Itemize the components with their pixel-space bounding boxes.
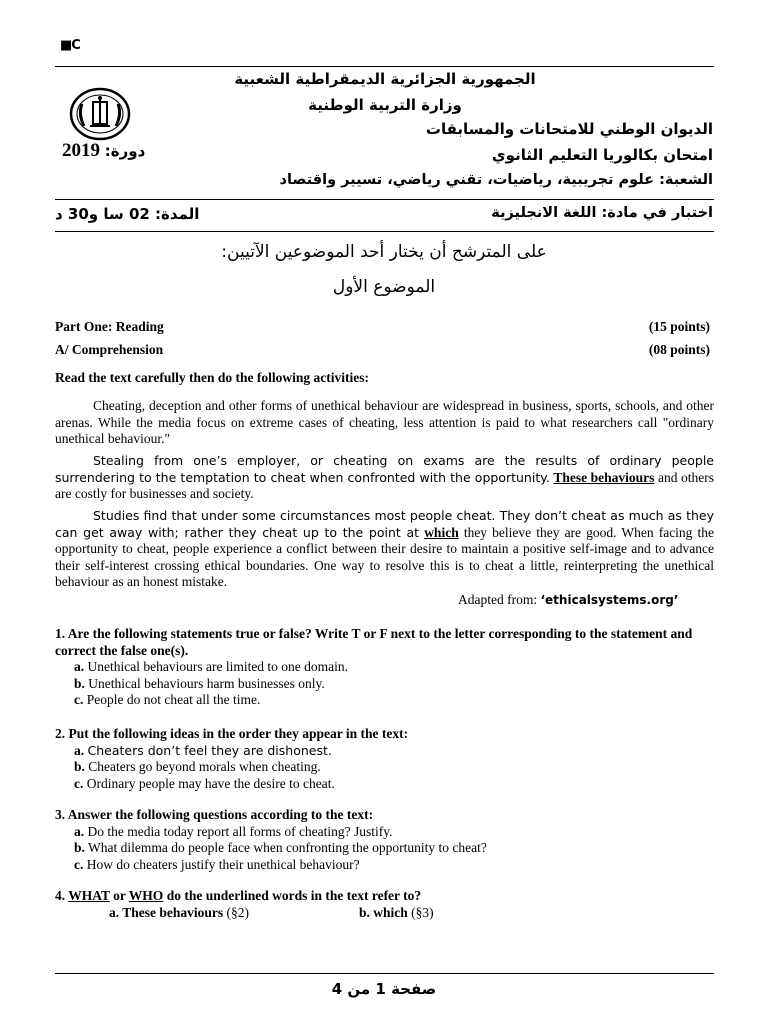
what-word: WHAT xyxy=(68,888,110,903)
ministry-title: وزارة التربية الوطنية xyxy=(308,96,462,114)
session-year: 2019 xyxy=(62,140,100,161)
list-item: c. Ordinary people may have the desire to cheat. xyxy=(74,775,335,791)
corner-mark: ■C xyxy=(60,38,80,53)
duration-line: المدة: 02 سا و30 د xyxy=(55,205,200,223)
part-one-title: Part One: Reading xyxy=(55,319,164,334)
list-item: a. Cheaters don’t feel they are dishonest. xyxy=(74,742,332,758)
subject-rule xyxy=(55,231,714,232)
office-title: الديوان الوطني للامتحانات والمسابقات xyxy=(425,120,713,138)
list-item: b. What dilemma do people face when confronting the opportunity to cheat? xyxy=(74,840,487,855)
session xyxy=(62,140,145,162)
topic-title: الموضوع الأول xyxy=(332,277,436,297)
list-item: b. Cheaters go beyond morals when cheating. xyxy=(74,759,321,774)
question-1 xyxy=(55,626,714,709)
stream-line: الشعبة: علوم تجريبية، رياضيات، تقني رياضي، تسيير واقتصاد xyxy=(279,172,713,188)
list-item: b. Unethical behaviours harm businesses only. xyxy=(74,675,325,691)
who-word: WHO xyxy=(128,888,164,903)
page-number: صفحة 1 من 4 xyxy=(331,980,437,998)
question-3 xyxy=(55,807,714,873)
question-1-title: 1. Are the following statements true or false? Write T or F next to the letter corresponding to the statement and correct the false one(s). xyxy=(55,626,693,658)
paragraph-2-text-a: Stealing from one’s employer, or cheating on exams are the results of ordinary people surrendering to the temptation to cheat when confronted with the opportunity. xyxy=(55,453,714,485)
question-3-title: 3. Answer the following questions according to the text: xyxy=(55,807,374,822)
question-2-title: 2. Put the following ideas in the order they appear in the text: xyxy=(55,726,409,741)
list-item: a. Unethical behaviours are limited to one domain. xyxy=(74,659,349,674)
underlined-these-behaviours: These behaviours xyxy=(553,469,655,485)
choose-instruction: على المترشح أن يختار أحد الموضوعين الآتيين: xyxy=(221,242,547,262)
paragraph-1-text: Cheating, deception and other forms of unethical behaviour are widespread in business, sports, schools, and other arenas. While the media focus on extreme cases of cheating, less attention is paid to what researchers call "ordinary unethical behaviour." xyxy=(55,398,714,446)
part-one-points: (15 points) xyxy=(648,319,710,334)
exam-title: امتحان بكالوريا التعليم الثانوي xyxy=(491,146,713,164)
paragraph-3-text-b: they believe they are good. When facing the opportunity to cheat, people experience a conflict between their desire to maintain a positive self-image and to advance their self-interest crossing ethical boundaries. One way to resolve this is to cheat a little, reinterpreting the unethical behaviour as an honest mistake. xyxy=(55,524,715,589)
session-label: دورة: xyxy=(104,142,146,160)
source-name: ‘ethicalsystems.org’ xyxy=(540,593,679,607)
question-4 xyxy=(55,888,714,922)
paragraph-3-text-a: Studies find that under some circumstances most people cheat. They don’t cheat as much as they can get away with; rather they cheat up to the point at xyxy=(55,508,714,540)
list-item: a. Do the media today report all forms of cheating? Justify. xyxy=(74,823,393,839)
paragraph-2-text-b: and others are costly for businesses and society. xyxy=(55,469,715,501)
source-label: Adapted from: xyxy=(458,592,538,607)
comprehension-points: (08 points) xyxy=(648,342,710,357)
source-line xyxy=(458,592,678,609)
paragraph-1 xyxy=(55,398,714,448)
paragraph-3 xyxy=(55,508,714,591)
comprehension-title: A/ Comprehension xyxy=(55,342,164,357)
question-4-title: 4. WHAT or WHO do the underlined words in the text refer to? xyxy=(55,888,422,903)
q4-item-b: b. which (§3) xyxy=(359,904,434,920)
paragraph-2 xyxy=(55,453,714,503)
q4-item-a: a. These behaviours (§2) xyxy=(109,904,250,920)
top-rule xyxy=(55,66,714,67)
header-rule xyxy=(55,199,714,200)
list-item: c. People do not cheat all the time. xyxy=(74,692,261,707)
list-item: c. How do cheaters justify their unethical behaviour? xyxy=(74,856,360,872)
underlined-which: which xyxy=(424,524,459,540)
ministry-emblem-logo xyxy=(68,86,132,142)
subject-line: اختبار في مادة: اللغة الانجليزية xyxy=(491,205,713,221)
republic-title: الجمهورية الجزائرية الديمقراطية الشعبية xyxy=(234,70,536,88)
read-instruction: Read the text carefully then do the following activities: xyxy=(55,370,369,385)
footer-rule xyxy=(55,973,714,974)
question-2 xyxy=(55,726,714,792)
